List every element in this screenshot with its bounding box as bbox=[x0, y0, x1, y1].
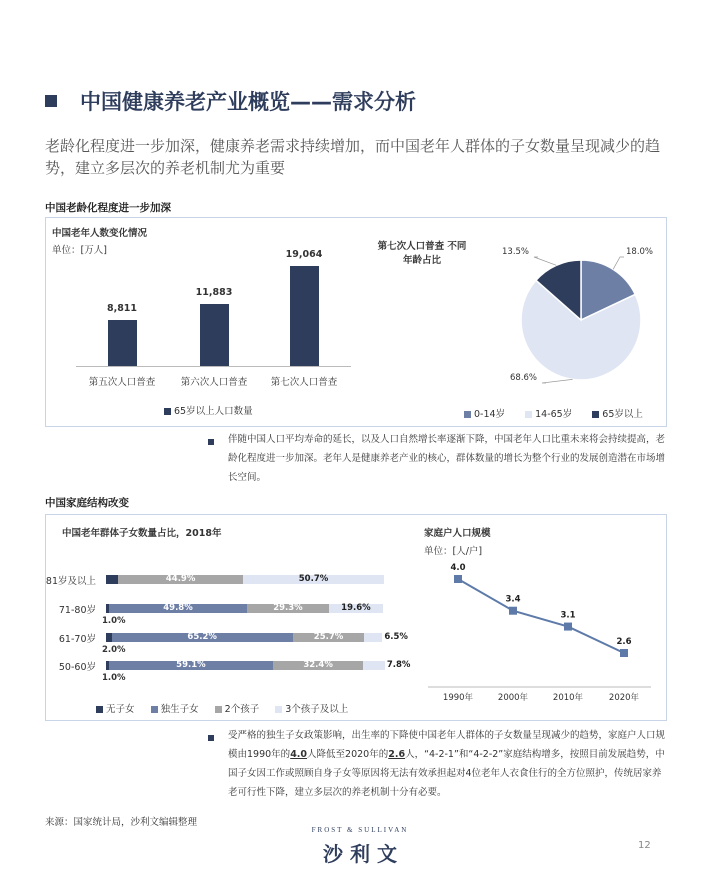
line-value-label: 3.4 bbox=[505, 594, 521, 605]
pie-chart bbox=[376, 238, 666, 398]
stacked-segment bbox=[118, 575, 243, 584]
stacked-segment-label: 44.9% bbox=[165, 574, 196, 584]
legend-label-three-plus: 3个孩子及以上 bbox=[285, 704, 349, 715]
section-heading-aging: 中国老龄化程度进一步加深 bbox=[45, 202, 171, 214]
legend-swatch-0-14 bbox=[464, 411, 471, 418]
stacked-category-label: 50-60岁 bbox=[58, 662, 96, 673]
line-value-label: 4.0 bbox=[450, 563, 466, 573]
stacked-category-label: 81岁及以上 bbox=[45, 576, 96, 587]
bar-chart bbox=[46, 218, 366, 426]
stacked-segment-label: 49.8% bbox=[163, 603, 193, 613]
stacked-segment bbox=[247, 604, 328, 613]
stacked-bar-chart bbox=[45, 515, 411, 720]
line-series bbox=[458, 579, 624, 653]
line-point bbox=[509, 607, 517, 615]
bar-value-label: 19,064 bbox=[285, 248, 323, 260]
pie-value-label: 68.6% bbox=[510, 373, 538, 383]
legend-label-no-child: 无子女 bbox=[106, 704, 135, 715]
stacked-segment bbox=[273, 661, 363, 670]
stacked-segment-label: 65.2% bbox=[187, 632, 217, 642]
bullet-square-icon-2 bbox=[208, 735, 214, 741]
stacked-legend bbox=[96, 701, 348, 715]
page-subtitle: 老龄化程度进一步加深，健康养老需求持续增加，而中国老年人群体的子女数量呈现减少的趋势，建立多层次的养老机制尤为重要 bbox=[45, 137, 661, 177]
legend-label-14-65: 14-65岁 bbox=[535, 409, 573, 420]
page-title: 中国健康养老产业概览——需求分析 bbox=[80, 90, 416, 114]
line-value-label: 2.6 bbox=[616, 637, 632, 647]
pie-value-label: 13.5% bbox=[502, 247, 530, 257]
aging-bullet-text: 伴随中国人口平均寿命的延长，以及人口自然增长率逐渐下降，中国老年人口比重未来将会持续提高，老龄化程度进一步加深。老年人是健康养老产业的核心，群体数量的增长为整个行业的发展创造潜在市场增长空间。 bbox=[228, 434, 666, 483]
bullet-square-icon bbox=[208, 439, 214, 445]
no-child-value-label: 1.0% bbox=[102, 673, 126, 683]
bar-1 bbox=[200, 304, 229, 366]
legend-swatch-no-child bbox=[96, 706, 103, 713]
stacked-segment bbox=[329, 604, 383, 613]
stacked-segment-label: 19.6% bbox=[341, 603, 371, 613]
legend-swatch-14-65 bbox=[525, 411, 532, 418]
legend-swatch-65plus bbox=[164, 408, 171, 415]
stacked-segment-label: 25.7% bbox=[313, 632, 344, 642]
section-heading-family: 中国家庭结构改变 bbox=[45, 497, 129, 509]
stacked-segment-label: 6.5% bbox=[384, 632, 408, 642]
legend-label-65plus: 65岁以上 bbox=[602, 409, 643, 420]
legend-swatch-two-children bbox=[215, 706, 222, 713]
stacked-segment bbox=[109, 604, 247, 613]
stacked-chart-title: 中国老年群体子女数量占比，2018年 bbox=[62, 528, 222, 539]
bar-category-label: 第五次人口普查 bbox=[88, 377, 156, 388]
legend-swatch-65plus-pie bbox=[592, 411, 599, 418]
line-x-label: 1990年 bbox=[442, 693, 474, 703]
bar-category-label: 第七次人口普查 bbox=[270, 377, 338, 388]
stacked-segment-label: 32.4% bbox=[303, 660, 333, 670]
bar-legend-label: 65岁以上人口数量 bbox=[174, 406, 253, 417]
line-chart-unit: 单位：[人/户] bbox=[424, 546, 483, 557]
source-note: 来源：国家统计局，沙利文编辑整理 bbox=[45, 817, 198, 828]
pie-leader-line bbox=[613, 257, 624, 269]
stacked-segment bbox=[364, 632, 408, 642]
household-1990-value: 4.0 bbox=[290, 749, 308, 760]
line-x-label: 2020年 bbox=[608, 693, 640, 703]
legend-label-one-child: 独生子女 bbox=[160, 704, 199, 715]
line-x-label: 2000年 bbox=[497, 693, 529, 703]
bar-0 bbox=[108, 320, 137, 366]
stacked-category-label: 61-70岁 bbox=[58, 634, 96, 645]
bar-2 bbox=[290, 266, 319, 366]
stacked-segment-label: 7.8% bbox=[386, 660, 411, 670]
legend-label-0-14: 0-14岁 bbox=[474, 409, 506, 420]
stacked-segment bbox=[293, 633, 364, 642]
no-child-value-label: 1.0% bbox=[102, 616, 126, 626]
family-panel bbox=[45, 514, 667, 721]
line-x-label: 2010年 bbox=[552, 693, 584, 703]
pie-leader-line bbox=[534, 257, 556, 265]
line-value-label: 3.1 bbox=[560, 610, 576, 621]
stacked-segment bbox=[363, 660, 411, 670]
stacked-segment bbox=[109, 661, 273, 670]
legend-swatch-one-child bbox=[151, 706, 158, 713]
bar-chart-title: 中国老年人数变化情况 bbox=[52, 228, 148, 239]
no-child-value-label: 2.0% bbox=[102, 645, 126, 655]
household-2020-value: 2.6 bbox=[388, 749, 406, 760]
brand-small-text: FROST & SULLIVAN bbox=[311, 826, 409, 834]
aging-panel bbox=[45, 217, 667, 427]
bar-x-axis bbox=[76, 366, 351, 367]
legend-label-two-children: 2个孩子 bbox=[224, 704, 260, 715]
line-point bbox=[564, 623, 572, 631]
page-number: 12 bbox=[638, 840, 651, 851]
line-chart-title: 家庭户人口规模 bbox=[424, 528, 491, 539]
pie-leader-line bbox=[542, 379, 573, 383]
stacked-segment-label: 50.7% bbox=[298, 574, 329, 584]
stacked-segment bbox=[243, 575, 384, 584]
family-bullet-text: 受严格的独生子女政策影响，出生率的下降使中国老年人群体的子女数量呈现减少的趋势，家庭户人口规模由1990年的4.0人降低至2020年的2.6人，“4-2-1”和“4-2-2”家庭结构增多，按照目前发展趋势，中国子女因工作或照顾自身子女等原因将无法有效承担起对4位老年人衣食住行的全方位照护，传统居家养老可行性下降，建立多层次的养老机制十分有必要。 bbox=[228, 730, 666, 798]
title-square-icon bbox=[45, 95, 57, 107]
legend-swatch-three-plus bbox=[275, 706, 282, 713]
line-chart bbox=[416, 555, 661, 715]
pie-value-label: 18.0% bbox=[626, 247, 654, 257]
bar-chart-unit: 单位：[万人] bbox=[52, 245, 107, 256]
brand-logo: 沙 利 文 bbox=[323, 842, 397, 866]
stacked-segment-label: 29.3% bbox=[273, 603, 303, 613]
stacked-segment bbox=[112, 633, 293, 642]
stacked-category-label: 71-80岁 bbox=[58, 605, 96, 616]
pie-legend bbox=[464, 406, 643, 420]
line-point bbox=[454, 575, 462, 583]
bar-value-label: 11,883 bbox=[195, 286, 233, 298]
line-point bbox=[620, 649, 628, 657]
stacked-segment bbox=[106, 575, 118, 584]
bar-value-label: 8,811 bbox=[106, 302, 138, 314]
pie-chart-title: 第七次人口普查 不同年龄占比 bbox=[377, 241, 467, 266]
bar-chart-legend bbox=[164, 403, 253, 417]
bar-category-label: 第六次人口普查 bbox=[180, 377, 248, 388]
stacked-segment-label: 59.1% bbox=[176, 660, 206, 670]
